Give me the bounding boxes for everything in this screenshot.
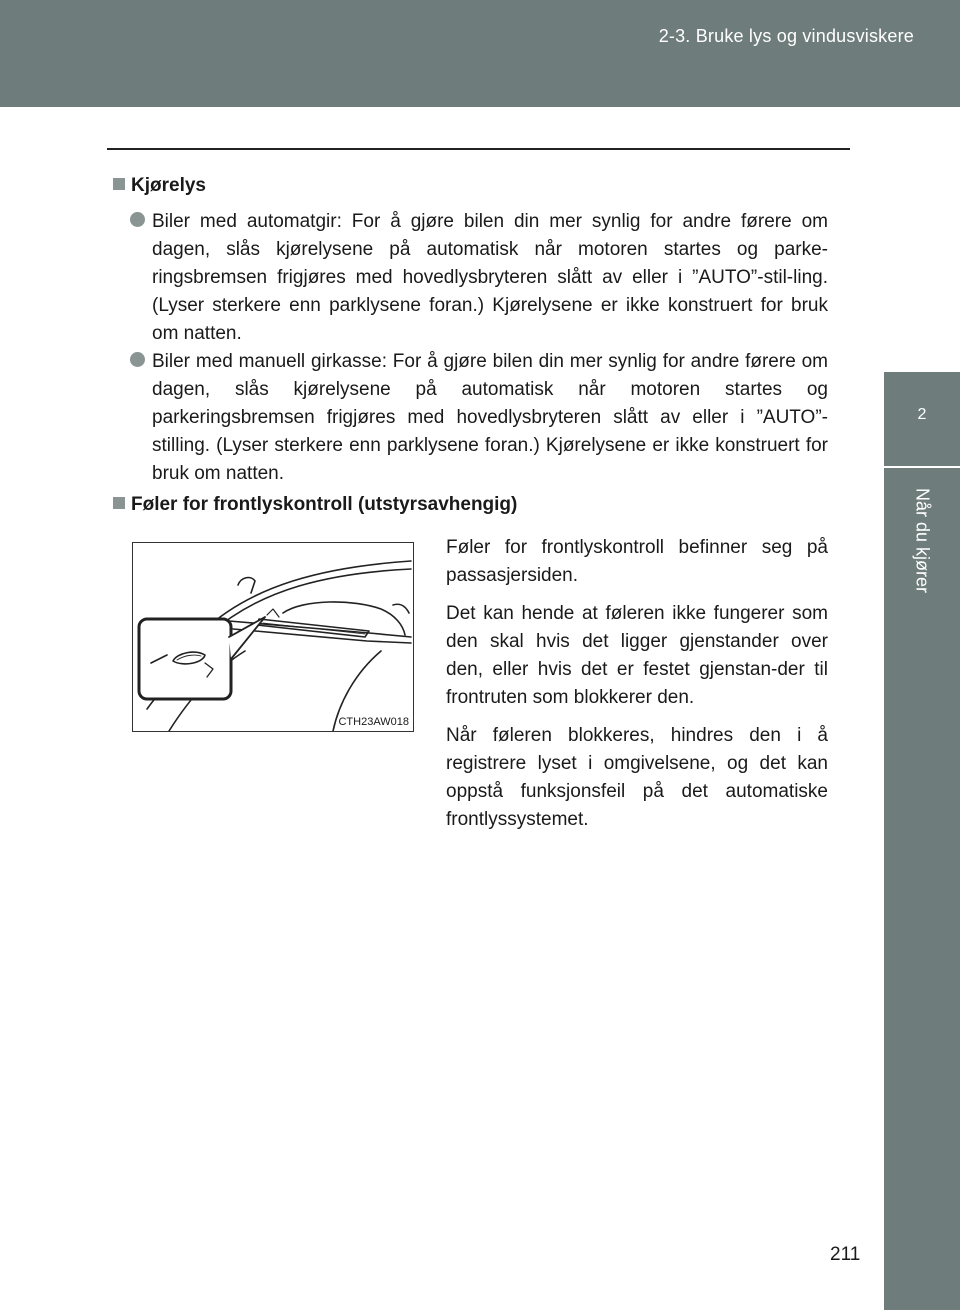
side-tab-divider bbox=[884, 466, 960, 468]
paragraph: Når føleren blokkeres, hindres den i å registrere lyset i omgivelsene, og det kan oppstå funksjonsfeil på det automatiske frontlyssystemet. bbox=[446, 725, 828, 830]
round-bullet-icon bbox=[130, 352, 145, 367]
chapter-side-tab bbox=[884, 372, 960, 1310]
header-rule bbox=[107, 148, 850, 150]
page-number: 211 bbox=[830, 1244, 861, 1265]
chapter-title: 2-3. Bruke lys og vindusviskere bbox=[658, 26, 914, 46]
chapter-label: Når du kjører bbox=[912, 488, 933, 594]
square-bullet-icon bbox=[113, 178, 125, 190]
list-item bbox=[130, 348, 828, 488]
windshield-sensor-drawing bbox=[133, 543, 413, 731]
section-heading-foler: Føler for frontlyskontroll (utstyrsavhengig) bbox=[113, 494, 517, 516]
paragraph: Det kan hende at føleren ikke fungerer som den skal hvis det ligger gjenstander over den, eller hvis det er festet gjenstan-der til frontruten som blokkerer den. bbox=[446, 603, 828, 708]
list-item bbox=[130, 208, 828, 348]
page-header bbox=[0, 0, 960, 107]
sensor-location-illustration bbox=[132, 542, 414, 732]
paragraph: Føler for frontlyskontroll befinner seg på passasjersiden. bbox=[446, 537, 828, 586]
bullet-text: Biler med manuell girkasse: For å gjøre bilen din mer synlig for andre førere om dagen, slås kjørelysene på automatisk når motoren startes og parkeringsbremsen frigjøres med hovedlysbryteren slått av eller i ”AUTO”-stilling. (Lyser sterkere enn parklysene foran.) Kjørelysene er ikke konstruert for bruk om natten. bbox=[152, 351, 828, 484]
section-heading-kjorelys: Kjørelys bbox=[113, 175, 206, 197]
round-bullet-icon bbox=[130, 212, 145, 227]
figure-code: CTH23AW018 bbox=[338, 716, 409, 728]
chapter-number: 2 bbox=[917, 406, 927, 423]
sensor-description bbox=[446, 534, 828, 844]
square-bullet-icon bbox=[113, 497, 125, 509]
bullet-text: Biler med automatgir: For å gjøre bilen din mer synlig for andre førere om dagen, slås kjørelysene på automatisk når motoren startes og parke-ringsbremsen frigjøres med hovedlysbryteren slått av eller i ”AUTO”-stil-ling. (Lyser sterkere enn parklysene foran.) Kjørelysene er ikke konstruert for bruk om natten. bbox=[152, 211, 828, 344]
